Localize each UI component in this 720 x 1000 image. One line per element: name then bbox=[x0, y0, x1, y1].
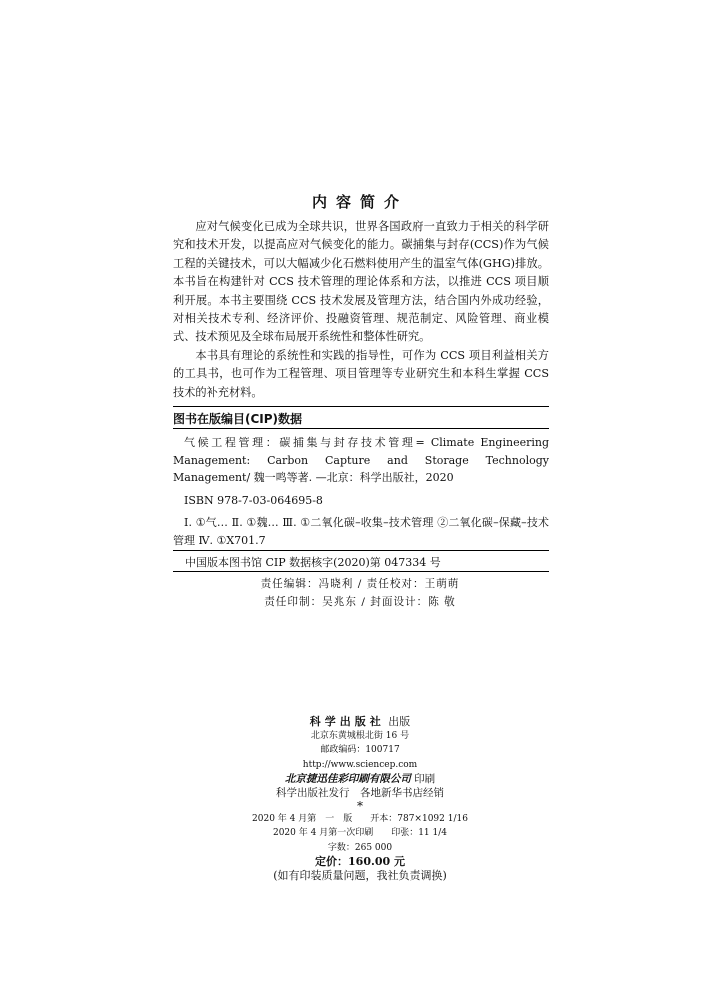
printing-line: 2020 年 4 月第一次印刷 印张：11 1/4 bbox=[272, 828, 447, 839]
summary-paragraph: 本书具有理论的系统性和实践的指导性，可作为 CCS 项目利益相关方的工具书，也可作为工程管理、项目管理等专业研究生和本科生掌握 CCS 技术的补充材料。 bbox=[173, 348, 549, 399]
summary-text bbox=[173, 218, 549, 402]
edition-line: 2020 年 4 月第 一 版 开本：787×1092 1/16 bbox=[252, 814, 468, 825]
cip-middle-rule bbox=[173, 550, 549, 551]
editor-line: 责任印制：吴兆东 / 封面设计：陈 敬 bbox=[264, 596, 456, 608]
cip-heading-rule bbox=[173, 428, 549, 429]
publisher-address: 北京东黄城根北街 16 号 bbox=[310, 731, 410, 742]
printer-logotype: 北京捷迅佳彩印刷有限公司 bbox=[284, 772, 411, 785]
cip-isbn: ISBN 978-7-03-064695-8 bbox=[184, 493, 323, 507]
cip-number: 中国版本图书馆 CIP 数据核字(2020)第 047334 号 bbox=[185, 556, 441, 569]
publisher-logotype: 科学出版社 bbox=[309, 715, 385, 728]
price: 定价：160.00 元 bbox=[315, 854, 405, 868]
editors-block bbox=[0, 575, 720, 611]
printer-suffix: 印刷 bbox=[414, 772, 436, 785]
summary-paragraph: 应对气候变化已成为全球共识，世界各国政府一直致力于相关的科学研究和技术开发，以提高应对气候变化的能力。碳捕集与封存(CCS)作为气候工程的关键技术，可以大幅减少化石燃料使用产生的温室气体(GHG)排放。本书旨在构建针对 CCS 技术管理的理论体系和方法，以推进 CCS 项目顺利开展。本书主要围绕 CCS 技术发展及管理方法，结合国内外成功经验，对相关技术专利、经济评价、投融资管理、规范制定、风险管理、商业模式、技术预见及全球布局展开系统性和整体性研究。 bbox=[173, 220, 549, 344]
quality-notice: (如有印装质量问题，我社负责调换) bbox=[273, 869, 447, 883]
cip-classification: Ⅰ. ①气… Ⅱ. ①魏… Ⅲ. ①二氧化碳–收集–技术管理 ②二氧化碳–保藏–技术管理 Ⅳ. ①X701.7 bbox=[173, 516, 549, 547]
word-count: 字数：265 000 bbox=[327, 842, 393, 853]
cip-record: 气候工程管理：碳捕集与封存技术管理= Climate Engineering Management: Carbon Capture and Storage Technology Management/ 魏一鸣等著. —北京：科学出版社，2020 bbox=[173, 436, 549, 484]
cip-heading: 图书在版编目(CIP)数据 bbox=[173, 412, 303, 426]
cip-bottom-rule bbox=[173, 571, 549, 572]
imprint-block bbox=[0, 715, 720, 883]
separator-star: * bbox=[357, 799, 363, 814]
publisher-suffix: 出版 bbox=[388, 715, 411, 728]
publisher-website: http://www.sciencep.com bbox=[302, 759, 418, 770]
distribution-line: 科学出版社发行 各地新华书店经销 bbox=[276, 787, 444, 800]
cip-block bbox=[173, 434, 549, 549]
editor-line: 责任编辑：冯晓利 / 责任校对：王萌萌 bbox=[260, 578, 460, 590]
cip-top-rule bbox=[173, 406, 549, 407]
summary-title: 内容简介 bbox=[311, 193, 408, 211]
publisher-postcode: 邮政编码：100717 bbox=[320, 745, 400, 756]
publisher-line bbox=[0, 715, 720, 729]
printer-line bbox=[0, 772, 720, 786]
